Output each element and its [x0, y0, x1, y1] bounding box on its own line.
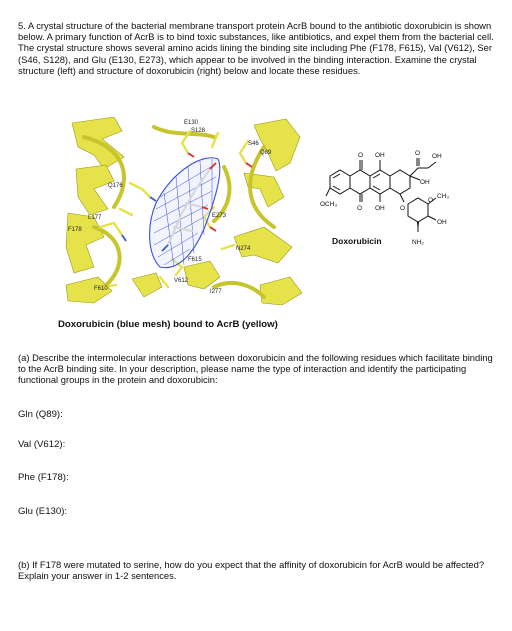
label-oh4: OH	[375, 205, 385, 212]
label-e273: E273	[212, 213, 227, 219]
label-n274: N274	[236, 246, 251, 252]
label-oh1: OH	[375, 152, 385, 159]
label-oh2: OH	[432, 153, 442, 160]
label-e130: E130	[184, 120, 199, 126]
doxorubicin-structure-drawing	[320, 140, 500, 260]
label-f610: F610	[94, 286, 108, 292]
label-o5: O	[428, 197, 434, 204]
item-phe-f178: Phe (F178):	[18, 472, 69, 483]
label-s46: S46	[248, 141, 259, 147]
label-l177: L177	[88, 215, 102, 221]
question-intro: 5. A crystal structure of the bacterial membrane transport protein AcrB bound to the antibiotic doxorubicin is shown below. A primary function of AcrB is to bind toxic substances, like antibiotics, and expel them from the bacterial cell. The crystal structure shows several amino acids lining the binding site including Phe (F178, F615), Val (V612), Ser (S46, S128), and Glu (E130, E273), which appear to be involved in the binding interaction. Examine the crystal structure (left) and structure of doxorubicin (right) below and locate these residues.	[18, 20, 494, 76]
label-o2: O	[415, 150, 421, 157]
label-f178: F178	[68, 227, 82, 233]
label-nh2: NH₂	[412, 239, 424, 246]
label-o4: O	[400, 205, 406, 212]
crystal-structure-figure	[64, 117, 304, 307]
label-v612: V612	[174, 278, 189, 284]
label-i277: I277	[210, 289, 222, 295]
part-b-prompt: (b) If F178 were mutated to serine, how do you expect that the affinity of doxorubicin for AcrB would be affected? Explain your answer in 1-2 sentences.	[18, 559, 485, 582]
label-och3: OCH₃	[320, 201, 338, 208]
crystal-structure-image	[64, 117, 304, 307]
label-q89: Q89	[260, 150, 272, 156]
item-gln-q89: Gln (Q89):	[18, 409, 63, 420]
label-oh3: OH	[420, 179, 430, 186]
part-a-prompt: (a) Describe the intermolecular interactions between doxorubicin and the following residues which facilitate binding to the AcrB binding site. In your description, please name the type of interaction and identify the participating functional groups in the protein and doxorubicin:	[18, 352, 493, 386]
item-val-v612: Val (V612):	[18, 439, 66, 450]
label-ch3: CH₃	[437, 193, 450, 200]
label-s128: S128	[191, 128, 206, 134]
label-q176: Q176	[108, 183, 123, 189]
label-o1: O	[358, 152, 364, 159]
label-f615: F615	[188, 257, 202, 263]
doxorubicin-structure	[320, 140, 500, 260]
label-o3: O	[357, 205, 363, 212]
structure-name: Doxorubicin	[332, 236, 382, 246]
label-oh5: OH	[437, 219, 447, 226]
figure-caption: Doxorubicin (blue mesh) bound to AcrB (yellow)	[58, 319, 278, 330]
item-glu-e130: Glu (E130):	[18, 506, 68, 517]
